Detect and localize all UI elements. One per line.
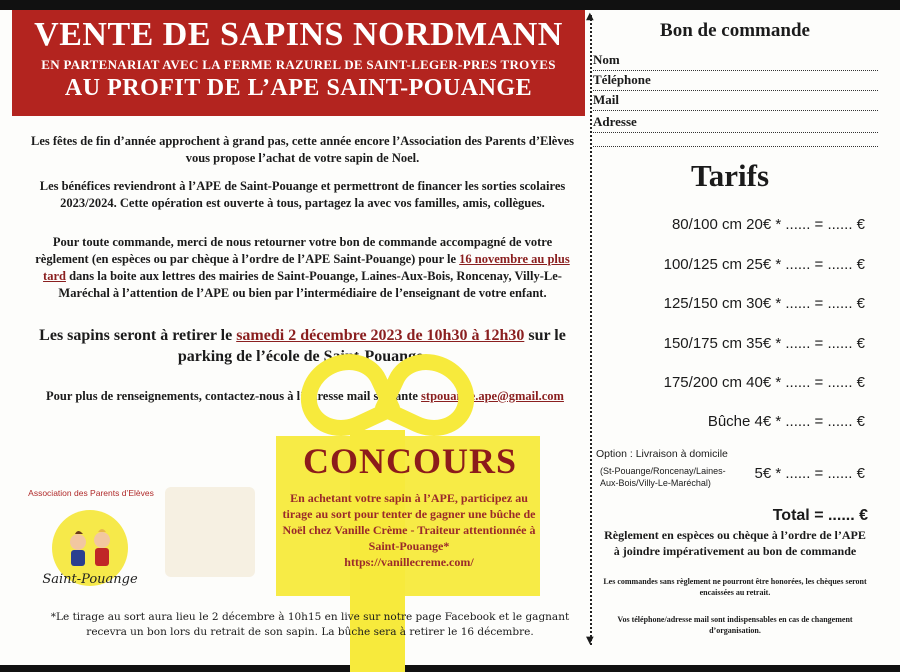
- order-form-title: Bon de commande: [660, 20, 810, 41]
- field-nom[interactable]: Nom: [593, 52, 878, 71]
- arrow-up-icon: ▲: [586, 11, 594, 22]
- field-mail[interactable]: Mail: [593, 92, 878, 111]
- vanille-creme-faded-logo: [165, 487, 255, 577]
- option-title: Option : Livraison à domicile: [596, 448, 728, 460]
- field-adresse[interactable]: Adresse: [593, 114, 878, 133]
- tarif-row: 80/100 cm 20€ * ...... = ...... €: [671, 216, 865, 233]
- contact-paragraph: Pour plus de renseignements, contactez-nous à l’adresse mail suivante stpouange.ape@gmail.com: [46, 389, 564, 403]
- tarif-row: 150/175 cm 35€ * ...... = ...... €: [663, 335, 865, 352]
- payment-note: Les commandes sans règlement ne pourront être honorées, les chèques seront encaissées au retrait.: [603, 577, 867, 597]
- total-line: Total = ...... €: [772, 507, 868, 524]
- tarif-row: Bûche 4€ * ...... = ...... €: [707, 413, 865, 430]
- benefits-paragraph: Les bénéfices reviendront à l’APE de Saint-Pouange et permettront de financer les sorties scolaires 2023/2024. Cette opération est ouverte à tous, partagez la avec vos familles, amis, collègues.: [39, 179, 566, 210]
- payment-instructions: Règlement en espèces ou chèque à l’ordre de l’APE à joindre impérativement au bon de commande: [604, 528, 866, 558]
- tarif-row: 125/150 cm 30€ * ...... = ...... €: [663, 295, 865, 312]
- pickup-date: samedi 2 décembre 2023 de 10h30 à 12h30: [236, 327, 525, 344]
- partnership-line: EN PARTENARIAT AVEC LA FERME RAZUREL DE SAINT-LEGER-PRES TROYES: [41, 57, 556, 72]
- contact-email[interactable]: stpouange.ape@gmail.com: [421, 389, 564, 403]
- pickup-paragraph: Les sapins seront à retirer le samedi 2 décembre 2023 de 10h30 à 12h30 sur le parking de l’école de Saint-Pouange.: [39, 327, 566, 365]
- tarifs-title: Tarifs: [690, 158, 770, 193]
- tarif-row: 100/125 cm 25€ * ...... = ...... €: [663, 256, 865, 273]
- contest-title: CONCOURS: [302, 441, 517, 481]
- contest-text: En achetant votre sapin à l’APE, participez au tirage au sort pour tenter de gagner une bûche de Noël chez Vanille Crème - Traiteur attentionnée à Saint-Pouange* https://vanillecreme.com/: [278, 490, 540, 570]
- contest-footnote: *Le tirage au sort aura lieu le 2 décembre à 10h15 en live sur notre page Facebook et le gagnant recevra un bon lors du retrait de son sapin. La bûche sera à retirer le 16 décembre.: [50, 611, 570, 638]
- order-paragraph: Pour toute commande, merci de nous retourner votre bon de commande accompagné de votre règlement (en espèces ou par chèque à l’ordre de l’APE Saint-Pouange) pour le 16 novembre au plus tard dans la boite aux lettres des mairies de Saint-Pouange, Laines-Aux-Bois, Roncenay, Villy-Le-Maréchal à l’attention de l’APE ou bien par l’intermédiaire de l’enseignant de votre enfant.: [35, 235, 570, 300]
- order-deadline: 16 novembre au plus tard: [43, 252, 570, 283]
- tarif-row: 175/200 cm 40€ * ...... = ...... €: [663, 374, 865, 391]
- title-banner: [12, 10, 585, 116]
- intro-paragraph: Les fêtes de fin d’année approchent à grand pas, cette année encore l’Association des Parents d’Elèves vous propose l’achat de votre sapin de Noel.: [30, 134, 575, 165]
- contact-note: Vos téléphone/adresse mail sont indispensables en cas de changement d’organisation.: [617, 615, 853, 635]
- arrow-down-icon: ▼: [586, 635, 594, 646]
- address-extra-line: [593, 146, 878, 147]
- option-zone: (St-Pouange/Roncenay/Laines-Aux-Bois/Villy-Le-Maréchal): [600, 466, 726, 488]
- profit-line: AU PROFIT DE L’APE SAINT-POUANGE: [64, 75, 533, 101]
- option-price: 5€ * ...... = ...... €: [754, 465, 865, 482]
- logo-town-text: Saint-Pouange: [42, 572, 138, 587]
- field-telephone[interactable]: Téléphone: [593, 72, 878, 91]
- logo-association-text: Association des Parents d’Elèves: [28, 488, 154, 498]
- flyer-title: VENTE DE SAPINS NORDMANN: [34, 16, 563, 53]
- contest-url[interactable]: https://vanillecreme.com/: [344, 555, 474, 569]
